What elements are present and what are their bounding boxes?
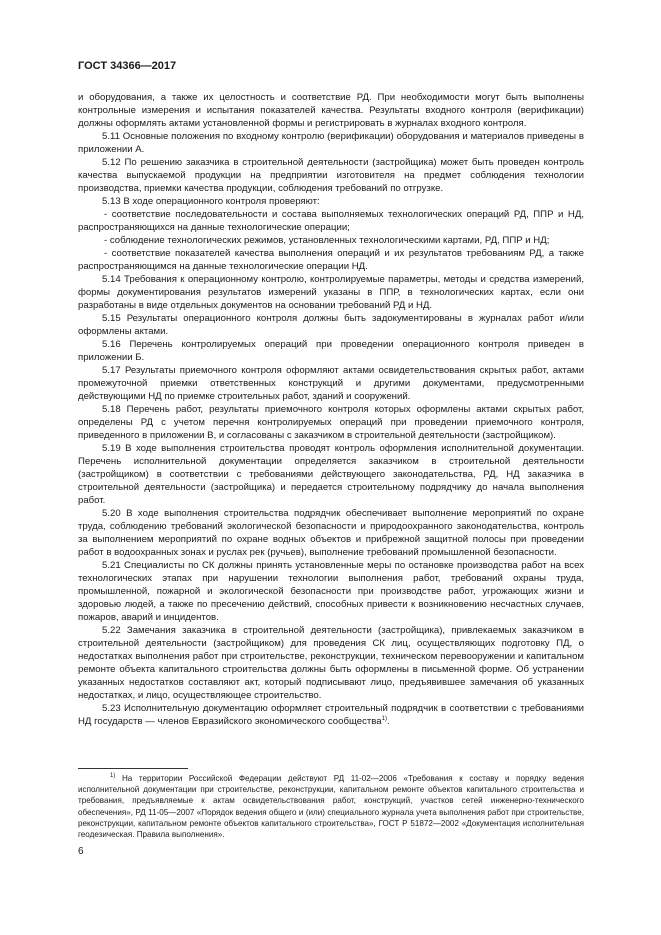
list-item: - соответствие последовательности и состава выполняемых технологических операций РД, ППР и НД, распространяющихся на данные технологические операции;	[78, 209, 584, 233]
paragraph-5-20: 5.20 В ходе выполнения строительства подрядчик обеспечивает выполнение мероприятий по охране труда, соблюдению требований экологической безопасности и природоохранного законодательства, контроль за выполнением мероприятий по охране водных объектов и прибрежной защитной полосы при проведении работ в водоохранных зонах и руслах рек (ручьев), выполнение требований промышленной безопасности.	[78, 508, 584, 558]
footnote-text: На территории Российской Федерации действуют РД 11-02—2006 «Требования к составу и порядку ведения исполнительной документации при строительстве, реконструкции, капитальном ремонте объектов капитального строительства и требования, предъявляемые к актам освидетельствования работ, конструкций, участков сетей инженерно-технического обеспечения», РД 11-05—2007 «Порядок ведения общего и (или) специального журнала учета выполнения работ при строительстве, реконструкции, капитальном ремонте объектов капитального строительства», ГОСТ Р 51872—2002 «Документация исполнительная геодезическая. Правила выполнения».	[78, 774, 584, 840]
paragraph-5-19: 5.19 В ходе выполнения строительства проводят контроль оформления исполнительной документации. Перечень исполнительной документации определяется заказчиком в строительной деятельности (застройщиком) в соответствии с требованиями действующего законодательства, РД, НД заказчика в строительной деятельности (застройщика) и передается строительному подрядчику до начала выполнения работ.	[78, 443, 584, 506]
footnote-divider	[78, 768, 188, 769]
footnote-text-block	[78, 773, 584, 840]
paragraph-5-18: 5.18 Перечень работ, результаты приемочного контроля которых оформлены актами скрытых работ, определены РД с учетом перечня контролируемых операций при проведении приемочного контроля, приведенного в приложении В, и согласованы с заказчиком в строительной деятельности (застройщиком).	[78, 404, 584, 441]
list-item: - соответствие показателей качества выполнения операций и их результатов требованиям РД, а также распространяющимся на данные технологические операции НД.	[78, 248, 584, 272]
footnote-ref: 1)	[381, 716, 387, 722]
paragraph-5-16: 5.16 Перечень контролируемых операций при проведении операционного контроля приведен в приложении Б.	[78, 339, 584, 363]
paragraph-tail: .	[386, 716, 390, 727]
paragraph-5-15: 5.15 Результаты операционного контроля должны быть задокументированы в журналах работ и/или оформлены актами.	[78, 313, 584, 337]
list-item: - соблюдение технологических режимов, установленных технологическими картами, РД, ППР и НД;	[104, 235, 550, 246]
paragraph-5-11: 5.11 Основные положения по входному контролю (верификации) оборудования и материалов приведены в приложении А.	[78, 131, 584, 155]
paragraph-5-22: 5.22 Замечания заказчика в строительной деятельности (застройщика), привлекаемых заказчиком в строительной деятельности (застройщиком) для проведения СК лиц, осуществляющих подготовку ПД, о недостатках выполнения работ при строительстве, реконструкции, техническом перевооружении и капитальном ремонте объекта капитального строительства должны быть оформлены в письменной форме. Об устранении указанных недостатков составляют акт, который подписывают лицо, предъявившее замечания об указанных недостатках, и лицо, осуществляющее строительство.	[78, 625, 584, 701]
paragraph-5-12: 5.12 По решению заказчика в строительной деятельности (застройщика) может быть проведен контроль качества выпускаемой продукции на предприятии изготовителя на предмет соблюдения технологии производства, приемки качества продукции, соблюдения требований по отгрузке.	[78, 157, 584, 194]
paragraph-5-21: 5.21 Специалисты по СК должны принять установленные меры по остановке производства работ на всех технологических этапах при нарушении технологии выполнения работ, требований охраны труда, промышленной, пожарной и экологической безопасности при производстве работ, угрожающих жизни и здоровью людей, а также по пресечению действий, способных привести к возникновению несчастных случаев, пожаров, аварий и инцидентов.	[78, 560, 584, 623]
page-number: 6	[78, 846, 84, 857]
paragraph-5-13: 5.13 В ходе операционного контроля проверяют:	[102, 196, 320, 207]
paragraph-text: 5.23 Исполнительную документацию оформляет строительный подрядчик в соответствии с требованиями НД государств — членов Евразийского экономического сообщества	[78, 703, 584, 727]
paragraph-5-14: 5.14 Требования к операционному контролю, контролируемые параметры, методы и средства измерений, формы документирования результатов измерений указаны в ППР, в технологических картах, если они разработаны в виде отдельных документов на основании требований РД и НД.	[78, 274, 584, 311]
paragraph-continuation: и оборудования, а также их целостность и соответствие РД. При необходимости могут быть выполнены контрольные измерения и испытания показателей качества. Результаты входного контроля (верификации) должны оформлять актами установленной формы и регистрировать в журналах входного контроля.	[78, 92, 584, 129]
footnote	[78, 773, 584, 840]
footnote-marker: 1)	[110, 773, 116, 779]
document-body	[78, 91, 584, 728]
paragraph-5-23	[78, 702, 584, 728]
document-header: ГОСТ 34366—2017	[78, 60, 177, 72]
paragraph-5-17: 5.17 Результаты приемочного контроля оформляют актами освидетельствования скрытых работ, актами промежуточной приемки ответственных конструкций и другими документами, предусмотренными действующими НД по приемке строительных работ, зданий и сооружений.	[78, 365, 584, 402]
